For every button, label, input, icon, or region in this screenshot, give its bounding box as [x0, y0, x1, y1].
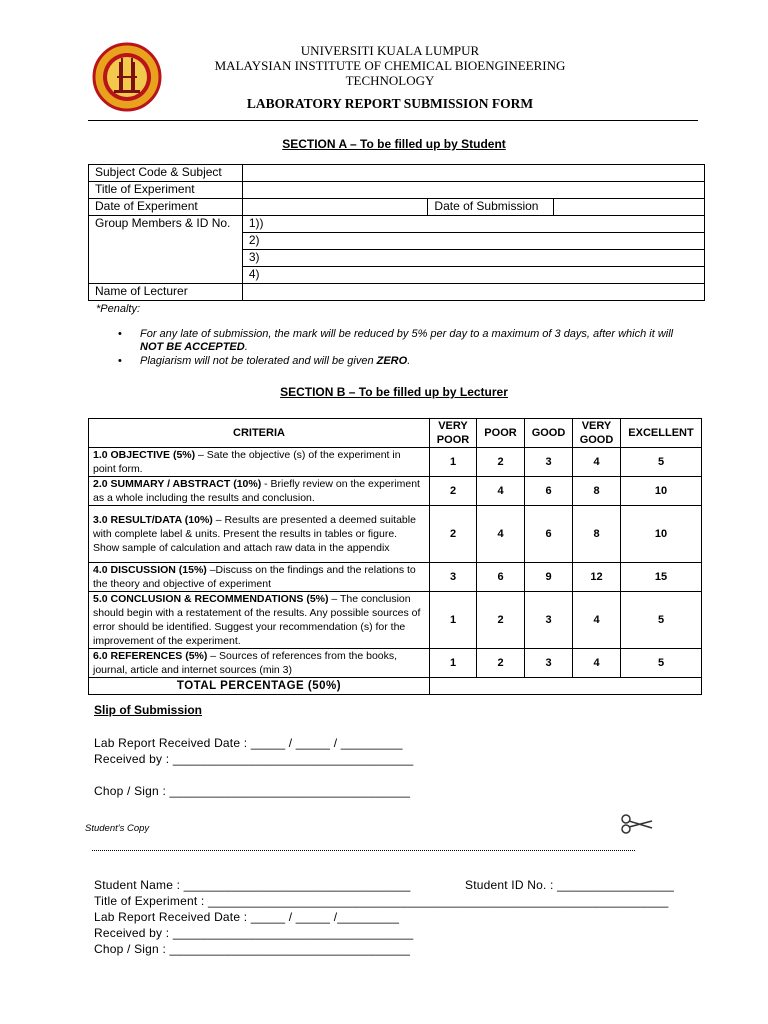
member-1-field[interactable]: 1)) — [242, 216, 704, 233]
score-cell[interactable]: 4 — [477, 477, 525, 506]
scissors-icon — [620, 812, 654, 836]
criteria-title: 2.0 SUMMARY / ABSTRACT (10%) — [93, 478, 262, 490]
chop-sign-line[interactable]: Chop / Sign : ___________________________________ — [94, 784, 411, 798]
criteria-objective — [89, 448, 430, 477]
copy-received-by-line[interactable]: Received by : ___________________________________ — [94, 926, 414, 940]
score-cell[interactable]: 4 — [573, 649, 621, 678]
score-cell[interactable]: 3 — [525, 448, 573, 477]
score-cell[interactable]: 8 — [573, 477, 621, 506]
header-poor: POOR — [477, 419, 525, 448]
criteria-title: 6.0 REFERENCES (5%) — [93, 650, 208, 662]
score-cell[interactable]: 5 — [621, 592, 702, 649]
criteria-desc: – Sate the objective (s) of the experiment in point form. — [93, 449, 401, 475]
criteria-references — [89, 649, 430, 678]
score-cell[interactable]: 6 — [477, 563, 525, 592]
score-cell[interactable]: 3 — [430, 563, 477, 592]
score-cell[interactable]: 2 — [477, 592, 525, 649]
score-cell[interactable]: 4 — [477, 506, 525, 563]
student-name-line[interactable]: Student Name : _________________________________ — [94, 878, 411, 892]
experiment-title-field[interactable] — [242, 182, 704, 199]
score-cell[interactable]: 15 — [621, 563, 702, 592]
student-id-line[interactable]: Student ID No. : _________________ — [465, 878, 674, 892]
criteria-desc: –Discuss on the findings and the relations to the theory and objective of experiment — [93, 564, 416, 590]
penalty-list-2 — [118, 355, 698, 368]
plagiarism-text: Plagiarism will not be tolerated and will be given — [140, 355, 377, 367]
copy-chop-sign-line[interactable]: Chop / Sign : ___________________________________ — [94, 942, 411, 956]
plagiarism-bold: ZERO — [376, 355, 408, 367]
date-of-submission-field[interactable] — [554, 199, 705, 216]
criteria-table — [88, 418, 702, 695]
member-3-field[interactable]: 3) — [242, 250, 704, 267]
received-by-line[interactable]: Received by : ___________________________________ — [94, 752, 414, 766]
score-cell[interactable]: 2 — [477, 448, 525, 477]
score-cell[interactable]: 10 — [621, 477, 702, 506]
header-good: GOOD — [525, 419, 573, 448]
criteria-desc: - Briefly review on the experiment as a whole including the results and conclusion. — [93, 478, 420, 504]
institute-name-2: TECHNOLOGY — [345, 73, 435, 88]
header-criteria: CRITERIA — [89, 419, 430, 448]
date-of-experiment-label: Date of Experiment — [89, 199, 243, 216]
score-cell[interactable]: 1 — [430, 592, 477, 649]
late-rule-end: . — [244, 341, 248, 353]
lecturer-field[interactable] — [242, 284, 704, 301]
score-cell[interactable]: 1 — [430, 649, 477, 678]
penalty-list-1 — [118, 328, 698, 354]
group-members-label: Group Members & ID No. — [89, 216, 243, 284]
score-cell[interactable]: 8 — [573, 506, 621, 563]
total-percentage-label: TOTAL PERCENTAGE (50%) — [89, 678, 430, 695]
score-cell[interactable]: 5 — [621, 448, 702, 477]
score-cell[interactable]: 4 — [573, 448, 621, 477]
member-2-field[interactable]: 2) — [242, 233, 704, 250]
criteria-summary — [89, 477, 430, 506]
form-title: LABORATORY REPORT SUBMISSION FORM — [246, 96, 534, 111]
score-cell[interactable]: 3 — [525, 649, 573, 678]
score-cell[interactable]: 2 — [430, 477, 477, 506]
criteria-desc: – Results are presented a deemed suitable with complete label & units. Present the results in tables or figure. Show sample of calculation and attach raw data in the appendix — [93, 514, 416, 554]
experiment-title-line[interactable]: Title of Experiment : ___________________________________________________________________ — [94, 894, 669, 908]
header-very-poor: VERY POOR — [430, 419, 477, 448]
university-logo — [92, 42, 162, 112]
score-cell[interactable]: 12 — [573, 563, 621, 592]
university-name: UNIVERSITI KUALA LUMPUR — [300, 43, 480, 58]
criteria-result — [89, 506, 430, 563]
subject-label: Subject Code & Subject — [89, 165, 243, 182]
plagiarism-rule — [118, 355, 698, 368]
experiment-title-label: Title of Experiment — [89, 182, 243, 199]
plagiarism-end: . — [407, 355, 411, 367]
late-rule-bold: NOT BE ACCEPTED — [140, 341, 245, 353]
slip-title: Slip of Submission — [94, 703, 203, 717]
penalty-label: *Penalty: — [96, 303, 141, 315]
institute-name: MALAYSIAN INSTITUTE OF CHEMICAL BIOENGINEERING — [214, 58, 566, 73]
criteria-title: 5.0 CONCLUSION & RECOMMENDATIONS (5%) — [93, 593, 329, 605]
header-excellent: EXCELLENT — [621, 419, 702, 448]
late-rule-text: For any late of submission, the mark will be reduced by 5% per day to a maximum of 3 days, after which it will — [140, 328, 674, 340]
section-b-title: SECTION B – To be filled up by Lecturer — [280, 385, 508, 399]
score-cell[interactable]: 2 — [430, 506, 477, 563]
criteria-title: 3.0 RESULT/DATA (10%) — [93, 514, 213, 526]
section-a-table — [88, 164, 705, 301]
late-submission-rule — [118, 328, 698, 354]
score-cell[interactable]: 6 — [525, 477, 573, 506]
header-very-good: VERY GOOD — [573, 419, 621, 448]
criteria-discussion — [89, 563, 430, 592]
section-a-title: SECTION A – To be filled up by Student — [282, 137, 506, 151]
score-cell[interactable]: 5 — [621, 649, 702, 678]
date-of-submission-label: Date of Submission — [428, 199, 554, 216]
member-4-field[interactable]: 4) — [242, 267, 704, 284]
total-percentage-field[interactable] — [430, 678, 702, 695]
score-cell[interactable]: 1 — [430, 448, 477, 477]
score-cell[interactable]: 6 — [525, 506, 573, 563]
received-date-line[interactable]: Lab Report Received Date : _____ / _____ / _________ — [94, 736, 403, 750]
subject-field[interactable] — [242, 165, 704, 182]
copy-received-date-line[interactable]: Lab Report Received Date : _____ / _____ /_________ — [94, 910, 400, 924]
score-cell[interactable]: 3 — [525, 592, 573, 649]
criteria-title: 1.0 OBJECTIVE (5%) — [93, 449, 196, 461]
score-cell[interactable]: 2 — [477, 649, 525, 678]
score-cell[interactable]: 4 — [573, 592, 621, 649]
score-cell[interactable]: 9 — [525, 563, 573, 592]
score-cell[interactable]: 10 — [621, 506, 702, 563]
header-divider — [88, 120, 698, 121]
lecturer-label: Name of Lecturer — [89, 284, 243, 301]
criteria-conclusion — [89, 592, 430, 649]
cut-line — [92, 850, 635, 851]
criteria-desc: – The conclusion should begin with a restatement of the results. Any possible sources of error should be identified. Suggest your recommendation (s) for the improvement of the experiment. — [93, 593, 421, 647]
date-of-experiment-field[interactable] — [242, 199, 428, 216]
criteria-desc: – Sources of references from the books, journal, article and internet sources (min 3) — [93, 650, 398, 676]
criteria-title: 4.0 DISCUSSION (15%) — [93, 564, 207, 576]
student-copy-label: Student's Copy — [85, 823, 150, 834]
